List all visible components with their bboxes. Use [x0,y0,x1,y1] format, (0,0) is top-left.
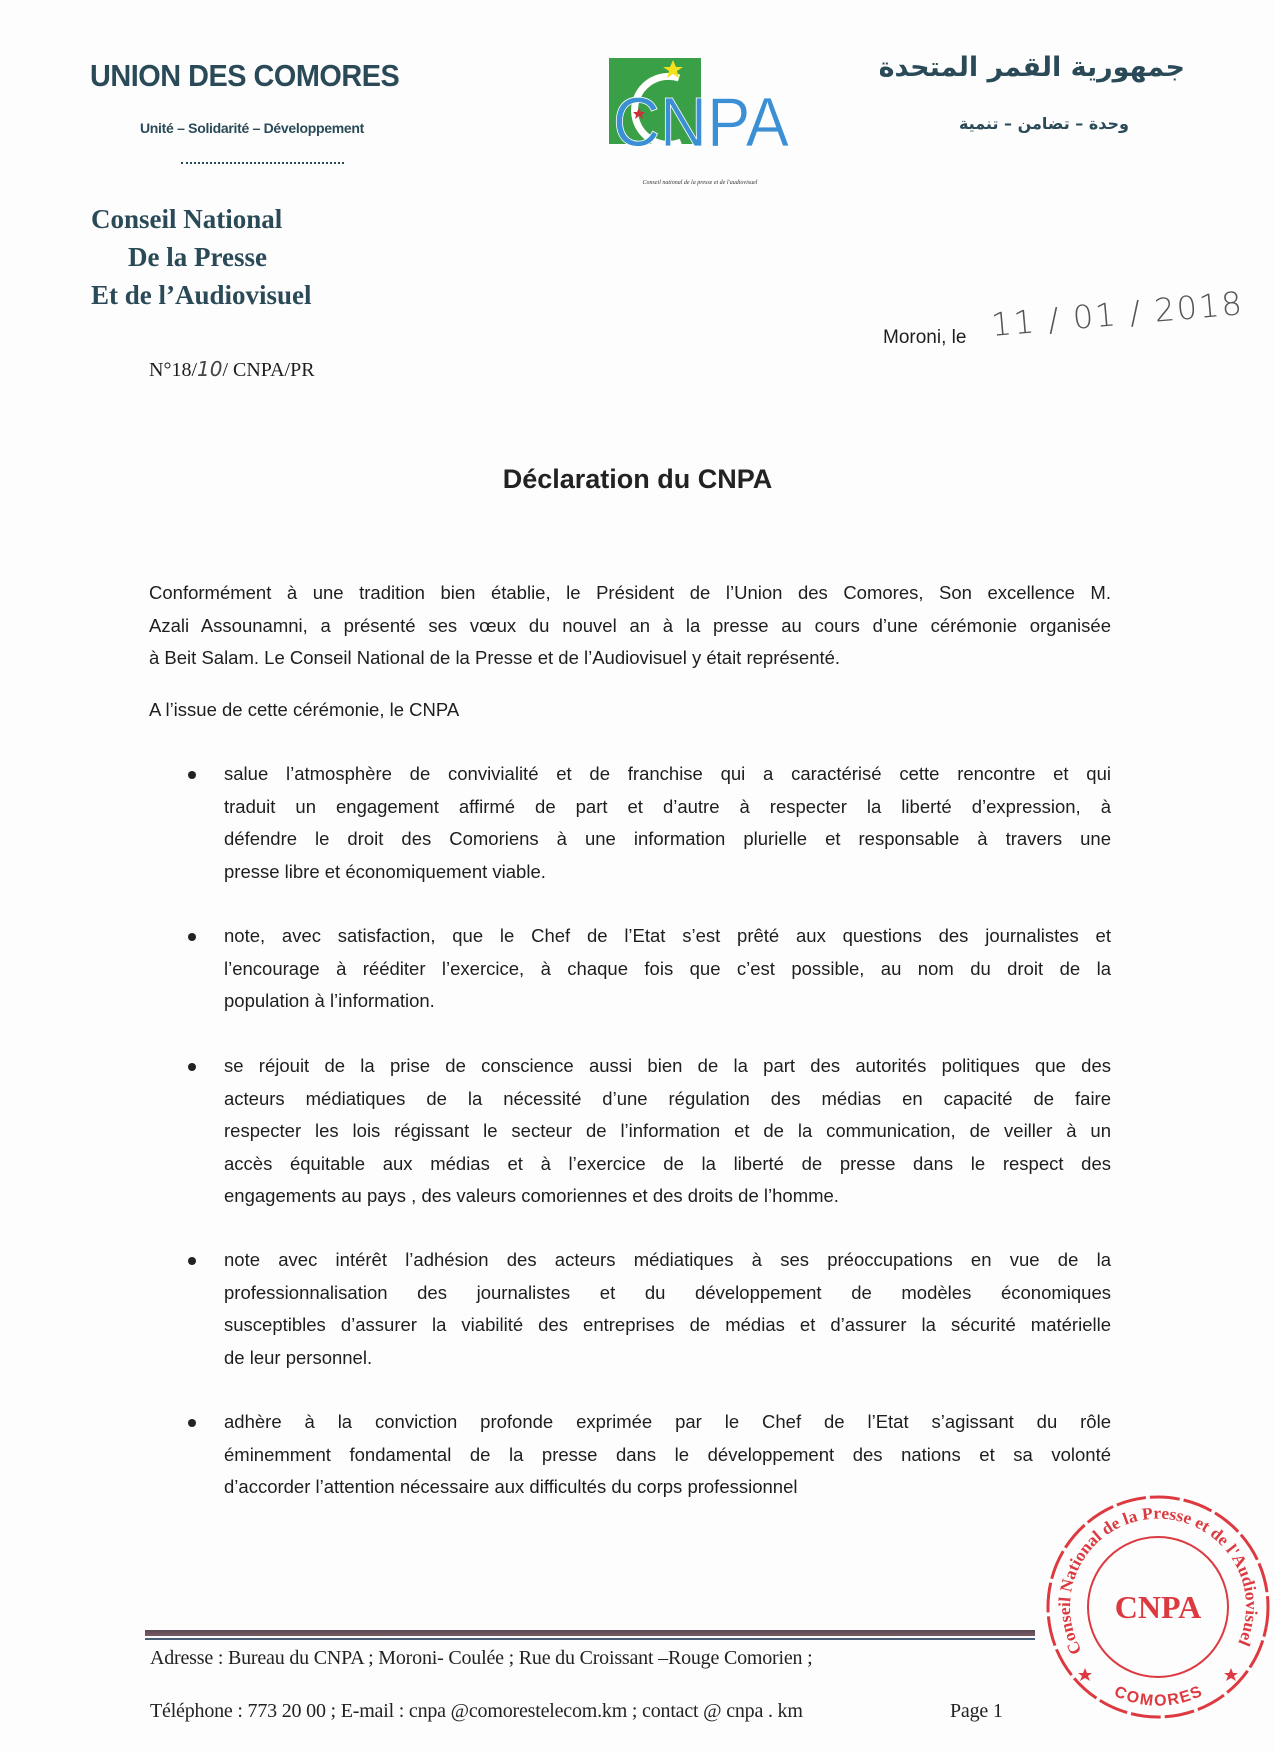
stamp-ring-text: Conseil National de la Presse et de l'Audiovisuel [1054,1503,1262,1658]
cnpa-logo [609,58,789,168]
lead-paragraph: A l’issue de cette cérémonie, le CNPA [149,699,460,720]
bullet-icon [188,771,196,779]
declaration-item [224,1050,1111,1213]
reference-number [149,357,315,382]
stamp-center-text: CNPA [1114,1589,1202,1625]
text-line: traduit un engagement affirmé de part et d’autre à respecter la liberté d’expression, à [224,795,1111,817]
text-line: professionnalisation des journalistes et du développement de modèles économiques [224,1281,1111,1303]
document-title: Déclaration du CNPA [502,464,773,494]
national-motto: Unité – Solidarité – Développement [140,120,364,136]
bullet-icon [188,1419,196,1427]
text-line: accès équitable aux médias et à l’exercice de la liberté de presse dans le respect des [224,1152,1111,1174]
declaration-item [224,1406,1111,1504]
text-line: Conformément à une tradition bien établie, le Président de l’Union des Comores, Son excellence M. [149,582,1111,603]
text-line: note, avec satisfaction, que le Chef de l’Etat s’est prêté aux questions des journalistes et [224,925,1111,946]
declaration-item [224,1244,1111,1374]
text-line: de leur personnel. [224,1346,373,1368]
text-line: à Beit Salam. Le Conseil National de la Presse et de l’Audiovisuel y était représenté. [149,647,841,668]
official-stamp [1043,1492,1273,1722]
council-name-line: Conseil National [91,204,283,234]
text-line: se réjouit de la prise de conscience aussi bien de la part des autorités politiques que des [224,1055,1111,1076]
footer-rule [145,1638,1035,1640]
text-line: note avec intérêt l’adhésion des acteurs médiatiques à ses préoccupations en vue de la [224,1249,1111,1270]
place-label: Moroni, le [883,327,967,348]
divider [181,162,344,164]
text-line: Azali Assounamni, a présenté ses vœux du nouvel an à la presse au cours d’une cérémonie organisée [149,614,1111,636]
text-line: respecter les lois régissant le secteur de l’information et de la communication, de veiller à un [224,1120,1111,1141]
reference-suffix: / CNPA/PR [222,359,315,381]
intro-paragraph [149,577,1111,675]
logo-wordmark: CNPA [613,83,789,161]
bullet-icon [188,1257,196,1265]
text-line: défendre le droit des Comoriens à une information plurielle et responsable à travers une [224,828,1111,849]
logo-caption: Conseil national de la presse et de l'audiovisuel [642,180,758,186]
text-line: acteurs médiatiques de la nécessité d’une régulation des médias en capacité de faire [224,1087,1111,1109]
handwritten-date: 11 / 01 / 2018 [989,284,1246,344]
bullet-icon [188,1063,196,1071]
footer-contact: Téléphone : 773 20 00 ; E-mail : cnpa @comorestelecom.km ; contact @ cnpa . km [150,1700,803,1722]
svg-text:Conseil National de la Presse [1055,1504,1261,1658]
text-line: d’accorder l’attention nécessaire aux difficultés du corps professionnel [224,1476,798,1497]
text-line: adhère à la conviction profonde exprimée par le Chef de l’Etat s’agissant du rôle [224,1411,1111,1432]
text-line: population à l’information. [224,990,435,1011]
country-name: UNION DES COMORES [90,58,400,93]
text-line: presse libre et économiquement viable. [224,860,546,882]
star-icon [1078,1668,1092,1681]
reference-prefix: N°18/ [149,359,197,381]
footer-address: Adresse : Bureau du CNPA ; Moroni- Coulée ; Rue du Croissant –Rouge Comorien ; [150,1647,813,1669]
declaration-item [224,920,1111,1018]
motto-arabic: وحدة – تضامن – تنمية [958,114,1129,133]
page-number: Page 1 [950,1700,1003,1722]
text-line: l’encourage à rééditer l’exercice, à chaque fois que c’est possible, au nom du droit de la [224,957,1111,979]
council-name-line: De la Presse [128,242,267,272]
text-line: engagements au pays , des valeurs comoriennes et des droits de l’homme. [224,1185,839,1206]
declaration-item [224,758,1111,888]
text-line: susceptibles d’assurer la viabilité des entreprises de médias et d’assurer la sécurité matérielle [224,1314,1111,1335]
svg-text:COMORES [1112,1683,1205,1710]
text-line: salue l’atmosphère de convivialité et de franchise qui a caractérisé cette rencontre et qui [224,763,1111,784]
country-name-arabic: جمهورية القمر المتحدة [878,52,1185,83]
reference-handwritten: 10 [197,357,223,381]
star-icon [1224,1668,1238,1681]
council-name-line: Et de l’Audiovisuel [91,280,312,310]
stamp-bottom-text: COMORES [1111,1683,1205,1710]
footer-rule [145,1630,1035,1636]
bullet-icon [188,933,196,941]
text-line: éminemment fondamental de la presse dans le développement des nations et sa volonté [224,1443,1111,1465]
